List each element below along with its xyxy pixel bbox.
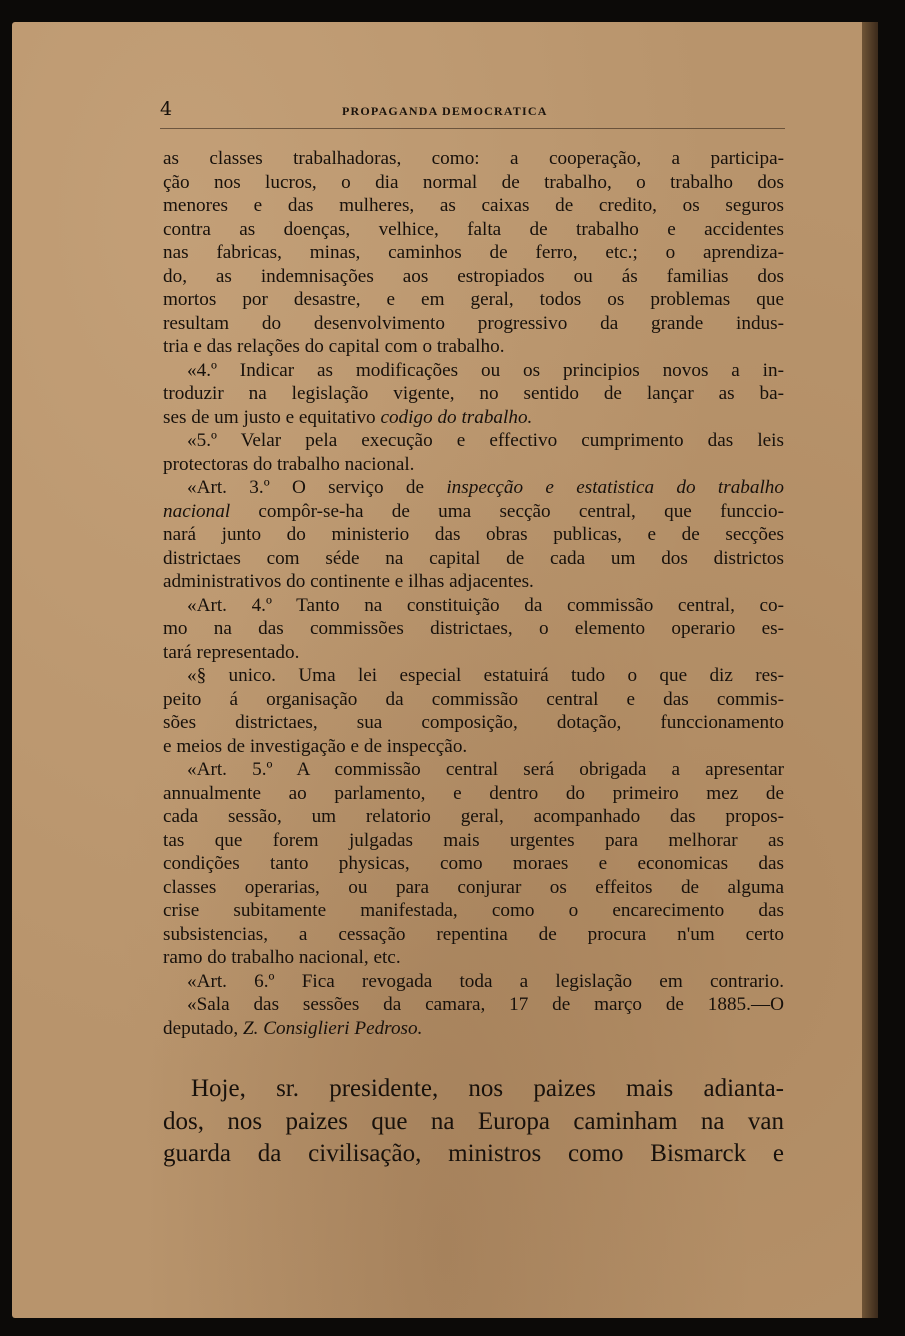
text-line: «Sala das sessões da camara, 17 de março de 1885.—O (187, 994, 784, 1015)
text-line (163, 406, 784, 430)
text-line: condições tanto physicas, como moraes e economicas das (163, 853, 784, 874)
text-line: nas fabricas, minas, caminhos de ferro, etc.; o aprendiza- (163, 242, 784, 263)
text-line: do, as indemnisações aos estropiados ou ás familias dos (163, 265, 784, 287)
text-segment: deputado, (163, 1017, 243, 1039)
text-line: subsistencias, a cessação repentina de procura n'um certo (163, 923, 784, 945)
text-line: nará junto do ministerio das obras publicas, e de secções (163, 524, 784, 545)
text-line (163, 500, 784, 524)
text-line: annualmente ao parlamento, e dentro do primeiro mez de (163, 782, 784, 804)
text-line (163, 1017, 784, 1041)
text-line: tará representado. (163, 641, 300, 663)
text-line: guarda da civilisação, ministros como Bismarck e (163, 1140, 784, 1167)
text-line: ção nos lucros, o dia normal de trabalho, o trabalho dos (163, 171, 784, 193)
closing-paragraph (163, 1073, 784, 1171)
text-line: crise subitamente manifestada, como o encarecimento das (163, 900, 784, 921)
text-line (163, 476, 784, 500)
text-line: districtaes com séde na capital de cada um dos districtos (163, 547, 784, 569)
text-line: peito á organisação da commissão central e das commis- (163, 688, 784, 710)
page-edge (862, 22, 878, 1318)
page-number: 4 (160, 98, 173, 120)
text-line: cada sessão, um relatorio geral, acompanhado das propos- (163, 806, 784, 827)
text-segment: ses de um justo e equitativo (163, 406, 381, 428)
text-line: administrativos do continente e ilhas adjacentes. (163, 571, 534, 592)
text-line: «Art. 4.º Tanto na constituição da commissão central, co- (187, 594, 784, 616)
text-line: «5.º Velar pela execução e effectivo cumprimento das leis (187, 430, 784, 451)
text-line: ramo do trabalho nacional, etc. (163, 947, 401, 968)
text-segment: «Art. 3.º O serviço de (187, 477, 447, 498)
text-line: «4.º Indicar as modificações ou os principios novos a in- (187, 359, 784, 381)
text-line: e meios de investigação e de inspecção. (163, 735, 468, 757)
body-text (163, 147, 784, 1057)
text-segment: compôr-se-ha de uma secção central, que funccio- (230, 500, 784, 522)
text-line: tas que forem julgadas mais urgentes para melhorar as (163, 829, 784, 851)
text-line: menores e das mulheres, as caixas de credito, os seguros (163, 195, 784, 216)
text-line: resultam do desenvolvimento progressivo da grande indus- (163, 312, 784, 334)
text-line: «Art. 5.º A commissão central será obrigada a apresentar (187, 759, 784, 780)
text-line: protectoras do trabalho nacional. (163, 453, 415, 475)
page-header (160, 98, 785, 122)
text-line: as classes trabalhadoras, como: a cooperação, a participa- (163, 148, 784, 169)
header-rule (160, 128, 785, 129)
text-line: troduzir na legislação vigente, no sentido de lançar as ba- (163, 383, 784, 404)
text-line: Hoje, sr. presidente, nos paizes mais adianta- (191, 1075, 784, 1102)
text-line: classes operarias, ou para conjurar os effeitos de alguma (163, 876, 784, 898)
italic-title: inspecção e estatistica do trabalho (446, 477, 784, 498)
text-line: dos, nos paizes que na Europa caminham na van (163, 1107, 784, 1135)
text-line: mo na das commissões districtaes, o elemento operario es- (163, 618, 784, 639)
text-line: mortos por desastre, e em geral, todos os problemas que (163, 289, 784, 310)
italic-title: codigo do trabalho. (380, 406, 533, 428)
running-head: PROPAGANDA DEMOCRATICA (342, 104, 548, 118)
text-line: «Art. 6.º Fica revogada toda a legislação em contrario. (187, 970, 784, 992)
text-line: contra as doenças, velhice, falta de trabalho e accidentes (163, 218, 784, 240)
text-line: «§ unico. Uma lei especial estatuirá tudo o que diz res- (187, 665, 784, 686)
signature: Z. Consiglieri Pedroso. (242, 1017, 423, 1039)
italic-title: nacional (163, 500, 231, 522)
text-line: sões districtaes, sua composição, dotação, funccionamento (163, 712, 784, 733)
text-line: tria e das relações do capital com o trabalho. (163, 336, 505, 357)
